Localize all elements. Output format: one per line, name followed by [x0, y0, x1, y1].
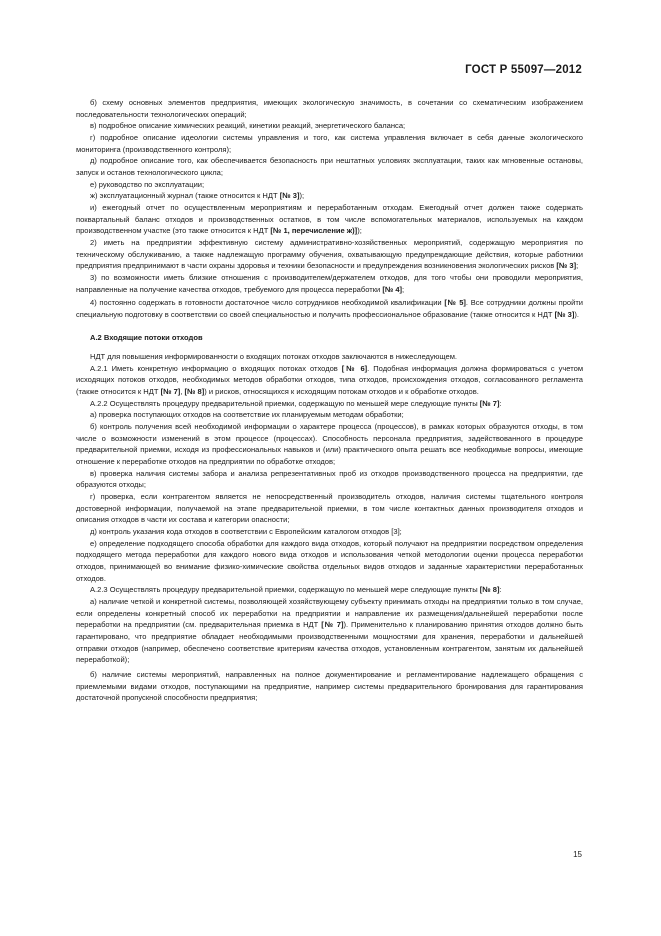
paragraph: и) ежегодный отчет по осуществленным мероприятиям и переработанным отходам. Ежегодный отчет должен также содержать поквартальный баланс отходов и производственных остатков, в том числе вспомогательных материалов, используемых на каждом производственном участке (это также относится к НДТ [№ 1, перечисление ж)]); — [76, 202, 583, 236]
paragraph: б) контроль получения всей необходимой информации о характере процесса (процессов), в рамках которых образуются отходы, в том числе о возможности изменений в этом процессе (процессах). Способность персонала предприятия, задействованного в процедуре предварительной приемки, исходя из профессиональных навыков и (или) практического опыта решать все необходимые вопросы, имеющие отношение к переработке отходов на предприятии по обработке отходов; — [76, 422, 583, 467]
paragraph: б) схему основных элементов предприятия, имеющих экологическую значимость, в сочетании со схематическим изображением последовательности технологических операций; — [76, 98, 583, 119]
section-heading: А.2 Входящие потоки отходов — [90, 333, 203, 343]
paragraph: д) подробное описание того, как обеспечивается безопасность при нештатных условиях эксплуатации, таких как мгновенные остановы, запуск и останов технологического цикла; — [76, 156, 583, 177]
paragraph: 2) иметь на предприятии эффективную систему административно-хозяйственных мероприятий, содержащую мероприятия по техническому обслуживанию, а также надлежащую программу обучения, охватывающую предупреждающие действия, которые работники предприятия предпринимают в части охраны здоровья и техники безопасности и предупреждения возникновения экологических рисков [№ 3]; — [76, 237, 583, 271]
paragraph: А.2.3 Осуществлять процедуру предварительной приемки, содержащую по меньшей мере следующие пункты [№ 8]: — [90, 585, 502, 595]
paragraph: 4) постоянно содержать в готовности достаточное число сотрудников необходимой квалификации [№ 5]. Все сотрудники должны пройти специальную подготовку в соответствии со своей специальностью и получить профессиональное образование (также относится к НДТ [№ 3]). — [76, 298, 583, 319]
paragraph: ж) эксплуатационный журнал (также относится к НДТ [№ 3]); — [90, 191, 305, 201]
paragraph: А.2.2 Осуществлять процедуру предварительной приемки, содержащую по меньшей мере следующие пункты [№ 7]: — [90, 398, 502, 408]
document-body — [76, 97, 583, 704]
paragraph: г) подробное описание идеологии системы управления и того, как система управления включает в себя данные экологического мониторинга (производственного контроля); — [76, 132, 583, 154]
paragraph: 3) по возможности иметь близкие отношения с производителем/держателем отходов, для того чтобы они проводили мероприятия, направленные на получение качества отходов, требуемого для процесса переработки [№ 4]; — [76, 272, 583, 294]
paragraph: б) наличие системы мероприятий, направленных на полное документирование и регламентирование надлежащего обращения с приемлемыми видами отходов, поступающими на предприятие, например системы предварительного бронирования для гарантирования достаточной пропускной способности предприятия; — [76, 669, 583, 703]
paragraph: д) контроль указания кода отходов в соответствии с Европейским каталогом отходов [3]; — [90, 526, 402, 536]
paragraph: НДТ для повышения информированности о входящих потоках отходов заключаются в нижеследующем. — [90, 352, 458, 362]
paragraph: а) проверка поступающих отходов на соответствие их планируемым методам обработки; — [90, 410, 404, 420]
document-header: ГОСТ Р 55097—2012 — [465, 64, 582, 76]
paragraph: в) проверка наличия системы забора и анализа репрезентативных проб из отходов производственного процесса на предприятии, где образуются отходы; — [76, 468, 583, 490]
paragraph: е) определение подходящего способа обработки для каждого вида отходов, который получают на предприятии посредством определения подходящего метода переработки для каждого нового вида отходов и использования четкой методологии оценки процесса переработки отходов, принимающей во внимание физико-химические свойства отдельных видов отходов и заданные характеристики переработанных отходов. — [76, 538, 583, 583]
paragraph: в) подробное описание химических реакций, кинетики реакций, энергетического баланса; — [90, 121, 406, 131]
page-number: 15 — [573, 850, 582, 859]
paragraph: г) проверка, если контрагентом является не непосредственный производитель отходов, наличия системы тщательного контроля достоверной информации, получаемой на этапе предварительной приемки, в том числе контактных данных производителя отходов и описания отходов в части их состава и категории опасности; — [76, 492, 583, 525]
paragraph: а) наличие четкой и конкретной системы, позволяющей хозяйствующему субъекту принимать отходы на предприятии только в том случае, если определены конкретный способ их переработки на предприятии и направление их размещения/дальнейшей переработки после переработки на предприятии (см. предварительная приемка в НДТ [№ 7]). Применительно к планированию принятия отходов должно быть гарантировано, что предприятие обладает необходимыми производственными мощностями для хранения, переработки и дальнейшей отправки отходов (например, обеспечено соответствие критериям качества отходов, установленным контрагентом, занятым их дальнейшей переработкой); — [76, 596, 584, 665]
paragraph: е) руководство по эксплуатации; — [90, 179, 205, 189]
paragraph: А.2.1 Иметь конкретную информацию о входящих потоках отходов [№ 6]. Подобная информация должна формироваться с учетом исходящих потоков отходов, необходимых методов обработки отходов, типа отходов, происхождения отходов, согласованного регламента (также относится к НДТ [№ 7], [№ 8]) и рисков, относящихся к исходящим потокам отходов и к обработке отходов. — [76, 363, 584, 397]
